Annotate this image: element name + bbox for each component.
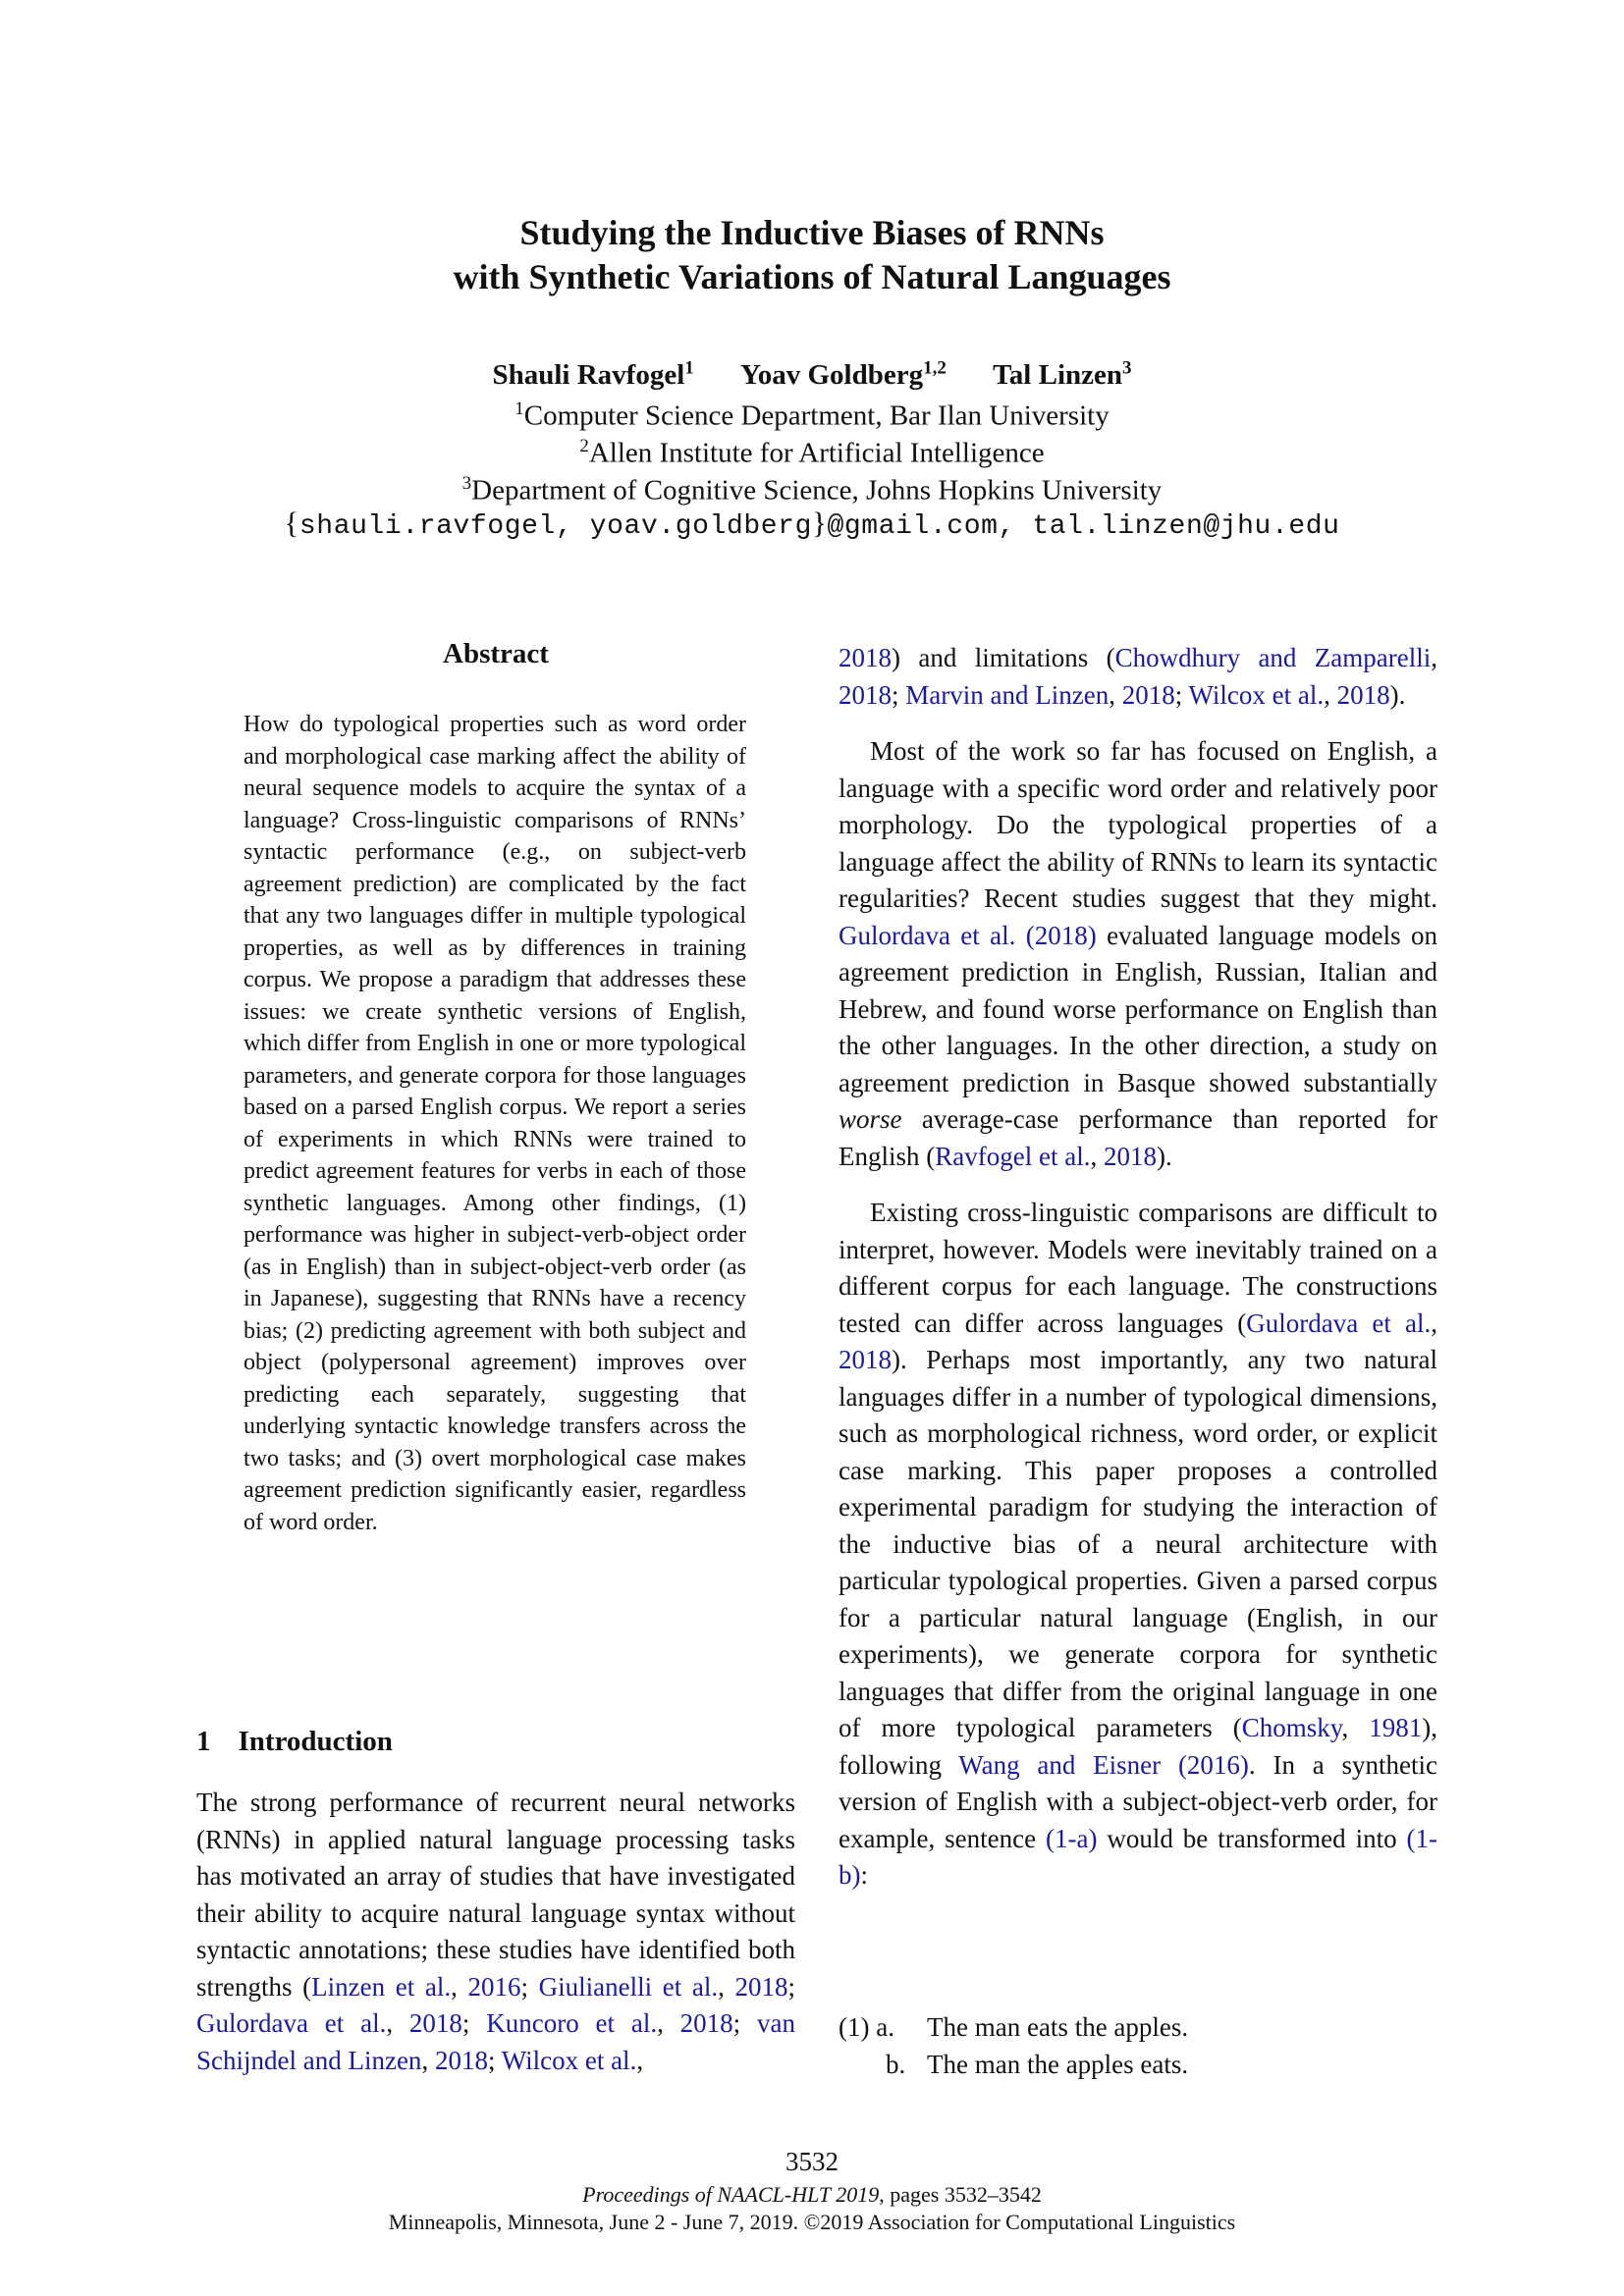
intro-paragraph-1 xyxy=(196,1785,795,2079)
separator: , xyxy=(1431,1308,1437,1338)
separator: , xyxy=(1431,643,1437,672)
author-affil-sup: 1 xyxy=(684,357,694,378)
citation-link[interactable]: 2018 xyxy=(734,1971,788,2002)
abstract-heading: Abstract xyxy=(443,638,549,669)
email-brace-close: } xyxy=(812,506,828,540)
example-ref-link[interactable]: (1-b) xyxy=(839,1823,1437,1890)
paragraph-text: average-case performance than reported for English ( xyxy=(839,1104,1437,1171)
example-label: b. xyxy=(886,2050,906,2079)
separator: ; xyxy=(461,2008,487,2038)
example-list xyxy=(839,2008,1188,2083)
separator: , xyxy=(718,1971,735,2002)
paragraph-text: evaluated language models on agreement prediction in English, Russian, Italian and Hebrew, and found worse performance on English than the other languages. In the other direction, a study on agreement prediction in Basque showed substantially xyxy=(839,920,1438,1097)
citation-link[interactable]: (2016) xyxy=(1177,1749,1249,1780)
affil-sup: 1 xyxy=(514,399,524,419)
paragraph-text: ), following xyxy=(839,1713,1437,1780)
separator: ; xyxy=(487,2045,502,2075)
separator: , xyxy=(1324,679,1337,710)
citation-link[interactable]: 1981 xyxy=(1369,1713,1423,1742)
title-line-2: with Synthetic Variations of Natural Languages xyxy=(453,257,1171,296)
separator: , xyxy=(386,2008,409,2038)
citation-link[interactable]: (2018) xyxy=(1025,920,1097,950)
paragraph-text: . In a synthetic version of English with a subject-object-verb order, for example, sentence xyxy=(839,1749,1437,1853)
separator: , xyxy=(1109,679,1122,710)
separator: ; xyxy=(892,679,906,710)
paragraph-text: : xyxy=(860,1860,869,1890)
paragraph-text: ). xyxy=(1156,1141,1172,1171)
intro-paragraph-3 xyxy=(839,1195,1437,1895)
section-heading-introduction xyxy=(196,1726,393,1758)
section-title: Introduction xyxy=(238,1726,393,1757)
paragraph-text: would be transformed into xyxy=(1097,1823,1407,1853)
example-sentence: The man the apples eats. xyxy=(927,2050,1189,2079)
email-brace-open: { xyxy=(284,506,299,540)
affil-text: Department of Cognitive Science, Johns Hopkins University xyxy=(471,474,1163,507)
section-number: 1 xyxy=(196,1726,211,1757)
citation-link[interactable]: 2018 xyxy=(1121,679,1175,710)
right-column xyxy=(839,640,1437,1895)
paragraph-text: Existing cross-linguistic comparisons are difficult to interpret, however. Models were inevitably trained on a different corpus for each language. The constructions tested can differ across languages ( xyxy=(839,1198,1437,1338)
example-1b xyxy=(839,2046,1188,2083)
citation-link[interactable]: 2018 xyxy=(1103,1141,1157,1171)
citation-link[interactable]: 2018 xyxy=(839,1345,892,1374)
citation-link[interactable]: Chomsky xyxy=(1241,1713,1342,1742)
citation-link[interactable]: 2018 xyxy=(1336,679,1390,710)
author-name: Yoav Goldberg xyxy=(740,358,924,391)
footer-proceedings xyxy=(0,2181,1624,2209)
citation-link[interactable]: van Schijndel and Linzen xyxy=(196,2008,795,2075)
footer-pages: , pages 3532–3542 xyxy=(879,2182,1042,2207)
author-1 xyxy=(492,359,693,391)
paper-title xyxy=(0,211,1624,299)
citation-link[interactable]: Gulordava et al. xyxy=(196,2008,387,2038)
affil-sup: 2 xyxy=(579,436,589,456)
intro-paragraph-1-continued xyxy=(839,640,1437,714)
affil-text: Computer Science Department, Bar Ilan University xyxy=(523,400,1110,432)
example-sentence: The man eats the apples. xyxy=(927,2012,1189,2042)
citation-link[interactable]: Kuncoro et al. xyxy=(486,2008,658,2038)
citation-link[interactable]: 2016 xyxy=(467,1971,521,2002)
author-emails xyxy=(0,506,1624,542)
citation-link[interactable]: Wilcox et al. xyxy=(1188,679,1325,710)
citation-link[interactable]: Giulianelli et al. xyxy=(538,1971,719,2002)
example-label: (1) a. xyxy=(839,2012,894,2042)
paragraph-text: ). xyxy=(1389,679,1406,710)
email-part-1: shauli.ravfogel, yoav.goldberg xyxy=(298,511,812,542)
separator: , xyxy=(421,2045,435,2075)
separator: ; xyxy=(732,2008,757,2038)
author-affil-sup: 1,2 xyxy=(923,357,947,378)
citation-link[interactable]: Marvin and Linzen xyxy=(905,679,1110,710)
author-2 xyxy=(740,359,947,391)
affiliation-3 xyxy=(0,465,1624,509)
affil-text: Allen Institute for Artificial Intelligence xyxy=(588,437,1045,469)
example-ref-link[interactable]: (1-a) xyxy=(1046,1823,1098,1853)
citation-link[interactable]: Gulordava et al. xyxy=(1246,1308,1432,1338)
citation-link[interactable]: Chowdhury and Zamparelli xyxy=(1114,643,1432,672)
citation-link[interactable]: 2018 xyxy=(408,2008,462,2038)
footer-venue: Proceedings of NAACL-HLT 2019 xyxy=(582,2182,880,2207)
separator: ; xyxy=(1174,679,1189,710)
author-affil-sup: 3 xyxy=(1122,357,1132,378)
citation-link[interactable]: Gulordava et al. xyxy=(839,920,1016,950)
abstract-text: How do typological properties such as word order and morphological case marking affect the ability of neural sequence models to acquire the syntax of a language? Cross-linguistic comparisons of RNNs’ syntactic performance (e.g., on subject-verb agreement prediction) are complicated by the fact that any two languages differ in multiple typological properties, as well as by differences in training corpus. We propose a paradigm that addresses these issues: we create synthetic versions of English, which differ from English in one or more typological parameters, and generate corpora for those languages based on a parsed English corpus. We report a series of experiments in which RNNs were trained to predict agreement features for verbs in each of those synthetic languages. Among other findings, (1) performance was higher in subject-verb-object order (as in English) than in subject-object-verb order (as in Japanese), suggesting that RNNs have a recency bias; (2) predicting agreement with both subject and object (polypersonal agreement) improves over predicting each separately, suggesting that underlying syntactic knowledge transfers across the two tasks; and (3) overt morphological case makes agreement prediction significantly easier, regardless of word order. xyxy=(244,712,746,1535)
emphasis-text: worse xyxy=(839,1104,902,1134)
citation-link[interactable]: Linzen et al. xyxy=(311,1971,452,2002)
separator: ; xyxy=(787,1971,796,2002)
citation-link[interactable]: Ravfogel et al. xyxy=(935,1141,1091,1171)
author-name: Tal Linzen xyxy=(993,358,1122,391)
intro-paragraph-2 xyxy=(839,733,1437,1175)
author-list xyxy=(0,348,1624,395)
citation-link[interactable]: 2018 xyxy=(839,643,892,672)
paragraph-text: The strong performance of recurrent neural networks (RNNs) in applied natural language processing tasks has motivated an array of studies that have investigated their ability to acquire natural language syntax without syntactic annotations; these studies have identified both strengths ( xyxy=(196,1788,795,2002)
paragraph-text: ). Perhaps most importantly, any two natural languages differ in a number of typological dimensions, such as morphological richness, word order, or explicit case marking. This paper proposes a controlled experimental paradigm for studying the interaction of the inductive bias of a neural architecture with particular typological properties. Given a parsed corpus for a particular natural language (English, in our experiments), we generate corpora for synthetic languages that differ from the original language in one of more typological parameters ( xyxy=(839,1345,1437,1742)
citation-link[interactable]: 2018 xyxy=(679,2008,733,2038)
paragraph-text: ) and limitations ( xyxy=(892,643,1115,672)
citation-link[interactable]: Wang and Eisner xyxy=(958,1749,1162,1780)
footer-location-copyright: Minneapolis, Minnesota, June 2 - June 7, 2019. ©2019 Association for Computational Linguistics xyxy=(388,2210,1236,2234)
paragraph-text: Most of the work so far has focused on English, a language with a specific word order and relatively poor morphology. Do the typological properties of a language affect the ability of RNNs to learn its syntactic regularities? Recent studies suggest that they might. xyxy=(839,736,1437,913)
separator: , xyxy=(1341,1713,1370,1742)
page-number: 3532 xyxy=(785,2147,839,2176)
author-3 xyxy=(993,359,1131,391)
separator: , xyxy=(636,2045,644,2075)
separator: ; xyxy=(520,1971,539,2002)
separator: , xyxy=(451,1971,468,2002)
email-part-2: @gmail.com, tal.linzen@jhu.edu xyxy=(827,511,1340,542)
separator: , xyxy=(1090,1141,1104,1171)
separator: , xyxy=(657,2008,680,2038)
title-line-1: Studying the Inductive Biases of RNNs xyxy=(519,213,1105,252)
author-name: Shauli Ravfogel xyxy=(492,358,685,391)
citation-link[interactable]: Wilcox et al. xyxy=(501,2045,637,2075)
affil-sup: 3 xyxy=(461,473,472,494)
citation-link[interactable]: 2018 xyxy=(839,679,892,710)
citation-link[interactable]: 2018 xyxy=(434,2045,488,2075)
example-1a xyxy=(839,2008,1188,2046)
